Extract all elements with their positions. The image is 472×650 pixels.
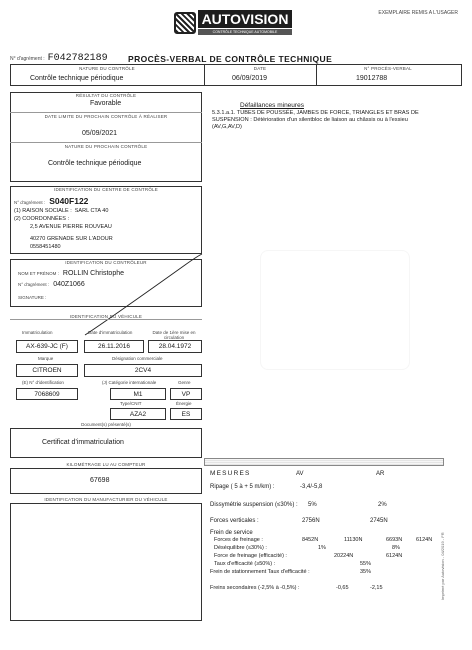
secondary-brake-row — [210, 585, 450, 594]
brake-row — [210, 537, 450, 545]
genre: VP — [170, 388, 202, 400]
date-label: DATE — [253, 66, 267, 71]
result-value: Favorable — [90, 100, 122, 107]
watermark-icon — [260, 250, 410, 370]
type: AZA2 — [110, 408, 166, 420]
measure-value: 2756N — [302, 518, 320, 524]
defect-item: 5.3.1.a.1. TUBES DE POUSSÉE, JAMBES DE FORCE, TRIANGLES ET BRAS DE SUSPENSION : Détérioration d'un silentbloc de liaison au châssis ou à l'essieu (AV,G,AV,D) — [212, 110, 419, 130]
center-address-label: (2) COORDONNÉES : — [14, 216, 70, 222]
parking-label: Frein de stationnement Taux d'efficacité : — [210, 569, 310, 575]
center-agreement-row — [14, 196, 88, 206]
logo-emblem-icon — [174, 12, 196, 34]
document: Certificat d'immatriculation — [42, 439, 124, 446]
company-label: (1) RAISON SOCIALE : — [14, 208, 72, 214]
brake-row — [210, 545, 450, 553]
commercial-label: Désignation commerciale — [112, 356, 163, 361]
document-label: Document(s) présenté(s) — [81, 422, 131, 427]
address-line: 2,5 AVENUE PIERRE ROUVEAU — [30, 224, 112, 230]
secondary-brake-value: -2,15 — [370, 585, 383, 591]
first-reg-label: Date de 1ère mise en circulation — [152, 330, 196, 340]
plate-label: Immatriculation — [22, 330, 53, 335]
parking-value: 35% — [360, 569, 372, 575]
genre-label: Genre — [178, 380, 191, 385]
brake-label: Frein de service — [210, 530, 253, 536]
brake-row — [210, 561, 450, 569]
next-nature: Contrôle technique périodique — [48, 160, 142, 167]
center-section-label: IDENTIFICATION DU CENTRE DE CONTRÔLE — [54, 187, 158, 192]
address-line: 40270 GRENADE SUR L'ADOUR — [30, 236, 113, 242]
energy-label: Énergie — [176, 401, 192, 406]
limit-label: DATE LIMITE DU PROCHAIN CONTRÔLE À RÉALISER — [44, 114, 168, 119]
brand: CITROEN — [16, 364, 78, 377]
brake-row — [210, 553, 450, 561]
registration-date-label: Date d'immatriculation — [88, 330, 133, 335]
first-reg-date: 28.04.1972 — [148, 340, 202, 353]
limit-date: 05/09/2021 — [82, 130, 118, 137]
logo-text: AUTOVISION — [198, 10, 292, 28]
agreement-row — [10, 53, 108, 64]
vin: 7068609 — [16, 388, 78, 400]
brand-label: Marque — [38, 356, 54, 361]
measure-label: Dissymétrie suspension (≤30%) : — [210, 502, 298, 508]
measure-value: 5% — [308, 502, 317, 508]
controller-name-label: NOM ET PRÉNOM : — [18, 271, 59, 276]
measure-value: 2745N — [370, 518, 388, 524]
manufacturer-label: IDENTIFICATION DU MANUFACTURIER DU VÉHICULE — [44, 497, 168, 502]
category: M1 — [110, 388, 166, 400]
result-label: RÉSULTAT DU CONTRÔLE — [75, 93, 137, 98]
measure-value: 2% — [378, 502, 387, 508]
brake-value: 6693N — [386, 537, 403, 543]
signature-stroke — [80, 250, 210, 340]
controller-section-label: IDENTIFICATION DU CONTRÔLEUR — [65, 260, 147, 265]
parking-row — [210, 569, 450, 578]
defects-title: Défaillances mineures — [240, 102, 304, 109]
commercial: 2CV4 — [84, 364, 202, 377]
vehicle-section-label: IDENTIFICATION DU VÉHICULE — [69, 314, 143, 319]
next-nature-label: NATURE DU PROCHAIN CONTRÔLE — [64, 144, 148, 149]
measure-row — [210, 484, 450, 494]
brake-value: 55% — [360, 561, 372, 567]
vin-label: (E) N° d'identification — [22, 380, 64, 385]
control-nature-label: NATURE DU CONTRÔLE — [79, 66, 135, 71]
brake-row-label: Forces de freinage : — [214, 537, 263, 543]
brake-row-label: Déséquilibre (≤30%) : — [214, 545, 267, 551]
control-nature: Contrôle technique périodique — [30, 75, 124, 82]
measures-col2: AR — [376, 471, 385, 477]
company-name: SARL CTA 40 — [74, 208, 109, 214]
copy-label: EXEMPLAIRE REMIS A L'USAGER — [378, 10, 458, 16]
agreement-label: N° d'agrément : — [10, 56, 45, 62]
pv-number: 19012788 — [356, 75, 388, 82]
page-title: PROCÈS-VERBAL DE CONTRÔLE TECHNIQUE — [128, 54, 333, 64]
measures-col1: AV — [296, 471, 304, 477]
registration-date: 26.11.2016 — [84, 340, 144, 353]
pv-label: N° PROCÈS-VERBAL — [364, 66, 412, 71]
manufacturer-box — [10, 503, 202, 621]
brake-row-label: Taux d'efficacité (≥50%) : — [214, 561, 276, 567]
brake-value: 6124N — [386, 553, 403, 559]
brake-value: 8452N — [302, 537, 319, 543]
measures-header — [204, 458, 444, 466]
measure-row — [210, 502, 450, 512]
measure-label: Ripage ( 5 à + 5 m/km) : — [210, 484, 275, 490]
measure-value: -3,4/-5,8 — [300, 484, 323, 490]
controller-agreement-row — [18, 281, 85, 288]
address-line: 0558451480 — [30, 244, 61, 250]
logo — [174, 10, 294, 40]
center-company-row — [14, 208, 108, 214]
control-date: 06/09/2019 — [232, 75, 268, 82]
brake-value: 6124N — [416, 537, 433, 543]
type-label: Type/CNIT — [120, 401, 142, 406]
signature-label: SIGNATURE : — [18, 295, 47, 300]
mileage: 67698 — [90, 477, 110, 484]
agreement-number: F042782189 — [47, 53, 108, 64]
controller-agreement: 040Z1066 — [53, 281, 85, 288]
mileage-label: KILOMÉTRAGE LU AU COMPTEUR — [66, 462, 146, 467]
side-footer: Imprimé par Autovision - 04/2019 - FR — [440, 532, 445, 600]
measure-row — [210, 518, 450, 528]
brake-value: 20224N — [334, 553, 354, 559]
measure-label: Forces verticales : — [210, 518, 259, 524]
brake-row-label: Force de freinage (efficacité) : — [214, 553, 287, 559]
center-agreement-label: N° d'agrément : — [14, 200, 46, 205]
energy: ES — [170, 408, 202, 420]
brake-value: 11130N — [344, 537, 363, 543]
controller-name: ROLLIN Christophe — [62, 270, 125, 277]
secondary-brake-value: -0,65 — [336, 585, 349, 591]
plate: AX-639-JC (F) — [16, 340, 78, 353]
brake-value: 8% — [392, 545, 400, 551]
logo-subtitle: CONTRÔLE TECHNIQUE AUTOMOBILE — [198, 29, 292, 35]
controller-agreement-label: N° d'agrément : — [18, 282, 50, 287]
category-label: (J) Catégorie internationale — [102, 380, 157, 385]
brake-value: 1% — [318, 545, 326, 551]
center-agreement: S040F122 — [49, 196, 89, 206]
measures-label: MESURES — [210, 470, 251, 477]
secondary-brake-label: Freins secondaires (-2,5% à -0,5%) : — [210, 585, 300, 591]
